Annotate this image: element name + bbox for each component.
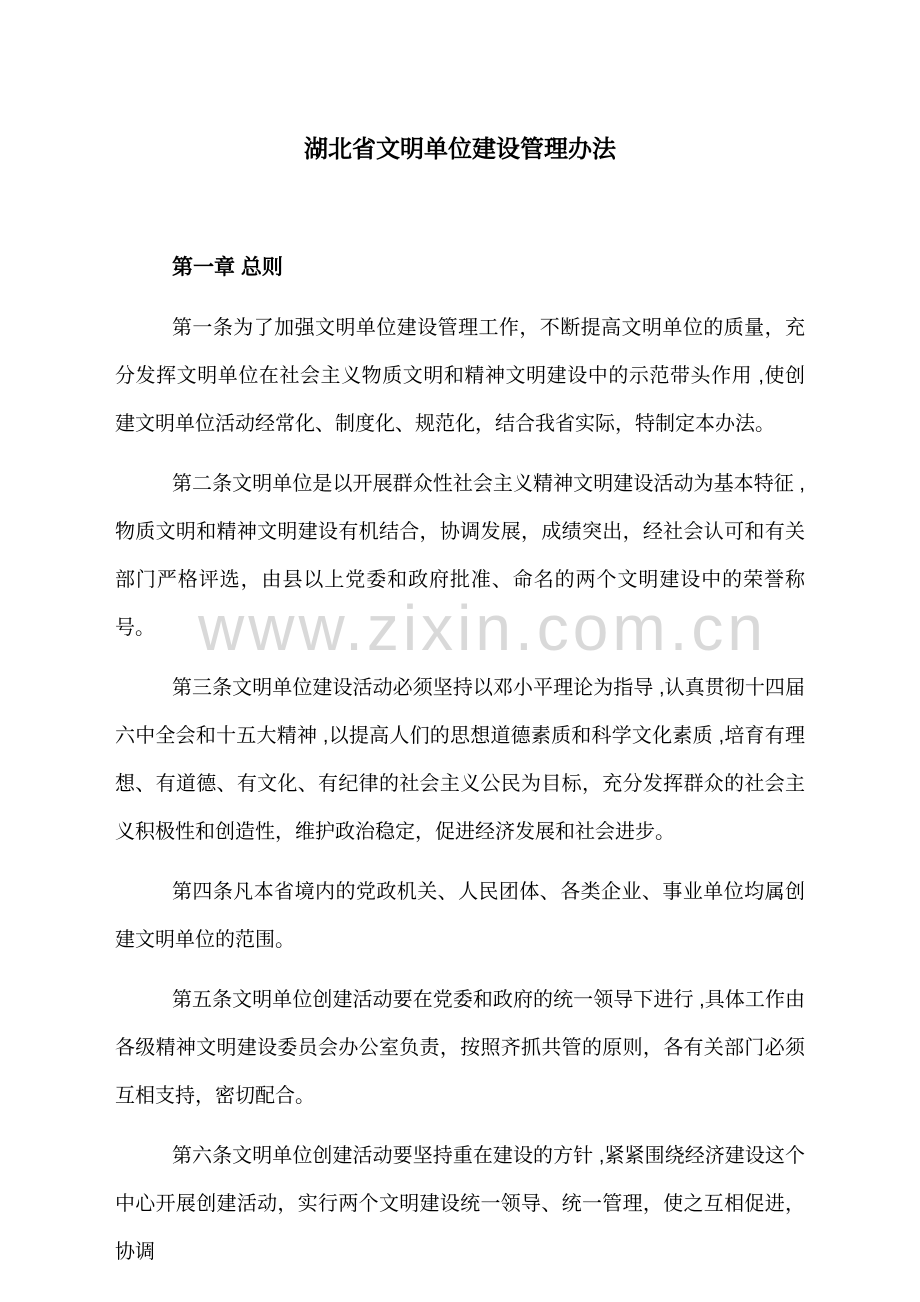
watermark: www.zixin.com.cn bbox=[198, 592, 767, 664]
paragraph-article-5: 第五条文明单位创建活动要在党委和政府的统一领导下进行 ,具体工作由各级精神文明建设委员会办公室负责，按照齐抓共管的原则，各有关部门必须互相支持，密切配合。 bbox=[115, 989, 805, 1107]
paragraph-article-6: 第六条文明单位创建活动要坚持重在建设的方针 ,紧紧围绕经济建设这个中心开展创建活动，实行两个文明建设统一领导、统一管理，使之互相促进，协调 bbox=[115, 1145, 805, 1263]
paragraph-article-1: 第一条为了加强文明单位建设管理工作，不断提高文明单位的质量，充分发挥文明单位在社会主义物质文明和精神文明建设中的示范带头作用 ,使创建文明单位活动经常化、制度化、规范化，结合我省实际，特制定本办法。 bbox=[115, 317, 805, 435]
paragraph-article-3: 第三条文明单位建设活动必须坚持以邓小平理论为指导 ,认真贯彻十四届六中全会和十五大精神 ,以提高人们的思想道德素质和科学文化素质 ,培育有理想、有道德、有文化、有纪律的社会主义公民为目标，充分发挥群众的社会主义积极性和创造性，维护政治稳定，促进经济发展和社会进步。 bbox=[115, 677, 805, 843]
paragraph-article-2: 第二条文明单位是以开展群众性社会主义精神文明建设活动为基本特征 ,物质文明和精神文明建设有机结合，协调发展，成绩突出，经社会认可和有关部门严格评选，由县以上党委和政府批准、命名的两个文明建设中的荣誉称号。 bbox=[115, 473, 805, 639]
chapter-heading: 第一章 总则 bbox=[172, 256, 283, 279]
document-title: 湖北省文明单位建设管理办法 bbox=[304, 136, 616, 163]
paragraph-article-4: 第四条凡本省境内的党政机关、人民团体、各类企业、事业单位均属创建文明单位的范围。 bbox=[115, 881, 805, 951]
